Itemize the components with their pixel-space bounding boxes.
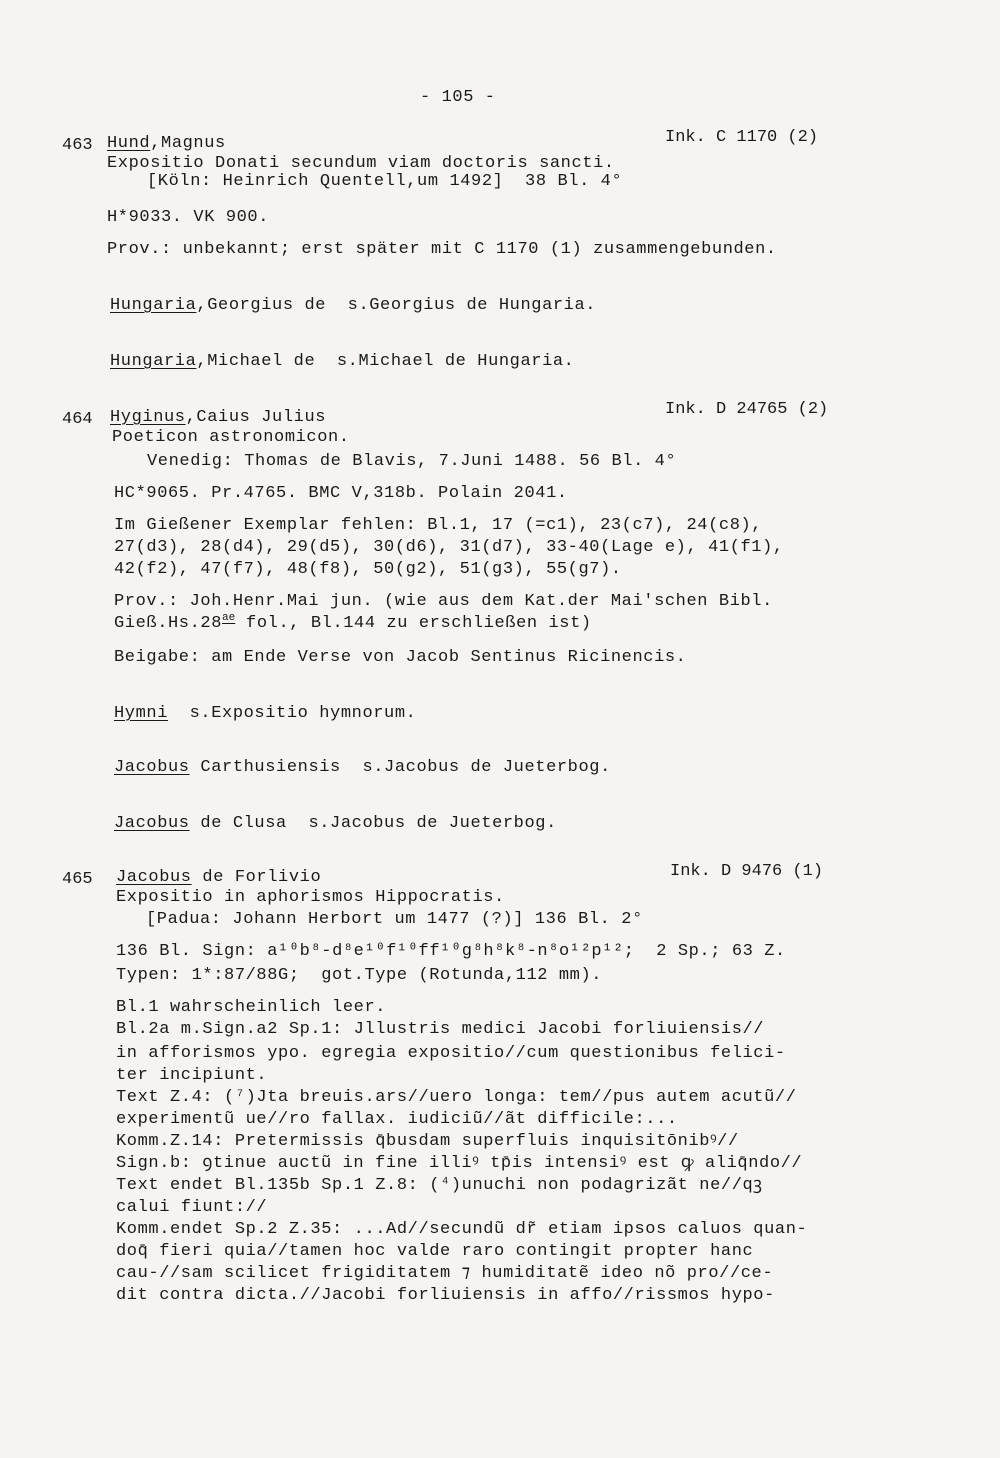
- reference-target: de Clusa s.Jacobus de Jueterbog.: [189, 814, 557, 833]
- note-line: 42(f2), 47(f7), 48(f8), 50(g2), 51(g3), 55(g7).: [114, 560, 622, 579]
- entry-number: 464: [62, 410, 93, 429]
- reference-line: HC*9065. Pr.4765. BMC V,318b. Polain 2041.: [114, 484, 568, 503]
- author-name: Hyginus: [110, 408, 186, 427]
- provenance-line: Prov.: Joh.Henr.Mai jun. (wie aus dem Kat.der Mai'schen Bibl.: [114, 592, 773, 611]
- reference-term: Hymni: [114, 704, 169, 723]
- cross-reference: [114, 814, 557, 834]
- note-line: Text endet Bl.135b Sp.1 Z.8: (⁴)unuchi non podagrizãt ne//qꝫ: [116, 1176, 763, 1195]
- reference-target: Carthusiensis s.Jacobus de Jueterbog.: [189, 758, 611, 777]
- shelf-mark: Ink. D 9476 (1): [670, 862, 824, 881]
- title-line: Expositio Donati secundum viam doctoris sancti.: [107, 154, 615, 173]
- reference-target: s.Expositio hymnorum.: [168, 704, 417, 723]
- note-line: cau-//sam scilicet frigiditatem ⁊ humiditatẽ ideo nõ pro//ce-: [116, 1264, 774, 1283]
- shelf-mark: Ink. D 24765 (2): [665, 400, 829, 419]
- reference-term: Hungaria: [110, 352, 197, 371]
- provenance-line: Prov.: unbekannt; erst später mit C 1170 (1) zusammengebunden.: [107, 240, 777, 259]
- entry-number: 465: [62, 870, 93, 889]
- note-line: dit contra dicta.//Jacobi forliuiensis in affo//rissmos hypo-: [116, 1286, 775, 1305]
- cross-reference: [114, 704, 416, 724]
- note-line: in afforismos ypo. egregia expositio//cum questionibus felici-: [116, 1044, 786, 1063]
- type-line: Typen: 1*:87/88G; got.Type (Rotunda,112 mm).: [116, 966, 603, 985]
- imprint-line: [Padua: Johann Herbort um 1477 (?)] 136 Bl. 2°: [146, 910, 643, 929]
- note-line: Komm.Z.14: Pretermissis q̄busdam superfluis inquisitōnibꝰ//: [116, 1132, 739, 1151]
- author-forename: ,Magnus: [150, 134, 226, 153]
- author-forename: ,Caius Julius: [185, 408, 327, 427]
- provenance-line: [114, 614, 592, 634]
- reference-term: Jacobus: [114, 814, 190, 833]
- title-line: Expositio in aphorismos Hippocratis.: [116, 888, 505, 907]
- entry-heading: [116, 868, 321, 888]
- collation-line: 136 Bl. Sign: a¹⁰b⁸-d⁸e¹⁰f¹⁰ff¹⁰g⁸h⁸k⁸-n⁸o¹²p¹²; 2 Sp.; 63 Z.: [116, 942, 786, 961]
- note-line: Bl.1 wahrscheinlich leer.: [116, 998, 387, 1017]
- reference-term: Jacobus: [114, 758, 190, 777]
- reference-target: ,Michael de s.Michael de Hungaria.: [196, 352, 575, 371]
- reference-target: ,Georgius de s.Georgius de Hungaria.: [196, 296, 597, 315]
- shelf-mark: Ink. C 1170 (2): [665, 128, 819, 147]
- reference-line: H*9033. VK 900.: [107, 208, 270, 227]
- page-number: - 105 -: [420, 88, 496, 107]
- manuscript-ref: Gieß.Hs.28: [114, 614, 223, 633]
- note-line: Text Z.4: (⁷)Jta breuis.ars//uero longa: tem//pus autem acutũ//: [116, 1088, 797, 1107]
- cross-reference: [114, 758, 611, 778]
- note-line: Bl.2a m.Sign.a2 Sp.1: Jllustris medici Jacobi forliuiensis//: [116, 1020, 765, 1039]
- entry-heading: [107, 134, 226, 154]
- title-line: Poeticon astronomicon.: [112, 428, 350, 447]
- note-line: ter incipiunt.: [116, 1066, 268, 1085]
- cross-reference: [110, 296, 596, 316]
- author-forename: de Forlivio: [191, 868, 322, 887]
- cross-reference: [110, 352, 574, 372]
- supplement-line: Beigabe: am Ende Verse von Jacob Sentinus Ricinencis.: [114, 648, 687, 667]
- reference-term: Hungaria: [110, 296, 197, 315]
- note-line: doq̄ fieri quia//tamen hoc valde raro contingit propter hanc: [116, 1242, 754, 1261]
- imprint-line: [Köln: Heinrich Quentell,um 1492] 38 Bl. 4°: [147, 172, 623, 191]
- manuscript-superscript: ae: [222, 612, 236, 624]
- author-name: Jacobus: [116, 868, 192, 887]
- entry-number: 463: [62, 136, 93, 155]
- note-line: 27(d3), 28(d4), 29(d5), 30(d6), 31(d7), 33-40(Lage e), 41(f1),: [114, 538, 784, 557]
- note-line: Sign.b: ꝯtinue auctũ in fine illiꝰ tp̄is intensiꝰ est ꝙ aliq̄ndo//: [116, 1154, 803, 1173]
- entry-heading: [110, 408, 326, 428]
- note-line: calui fiunt://: [116, 1198, 268, 1217]
- author-name: Hund: [107, 134, 151, 153]
- note-line: Im Gießener Exemplar fehlen: Bl.1, 17 (=c1), 23(c7), 24(c8),: [114, 516, 763, 535]
- manuscript-ref-rest: fol., Bl.144 zu erschließen ist): [235, 614, 592, 633]
- note-line: experimentũ ue//ro fallax. iudiciũ//ãt difficile:...: [116, 1110, 678, 1129]
- note-line: Komm.endet Sp.2 Z.35: ...Ad//secundũ dr̃ etiam ipsos caluos quan-: [116, 1220, 808, 1239]
- imprint-line: Venedig: Thomas de Blavis, 7.Juni 1488. 56 Bl. 4°: [147, 452, 677, 471]
